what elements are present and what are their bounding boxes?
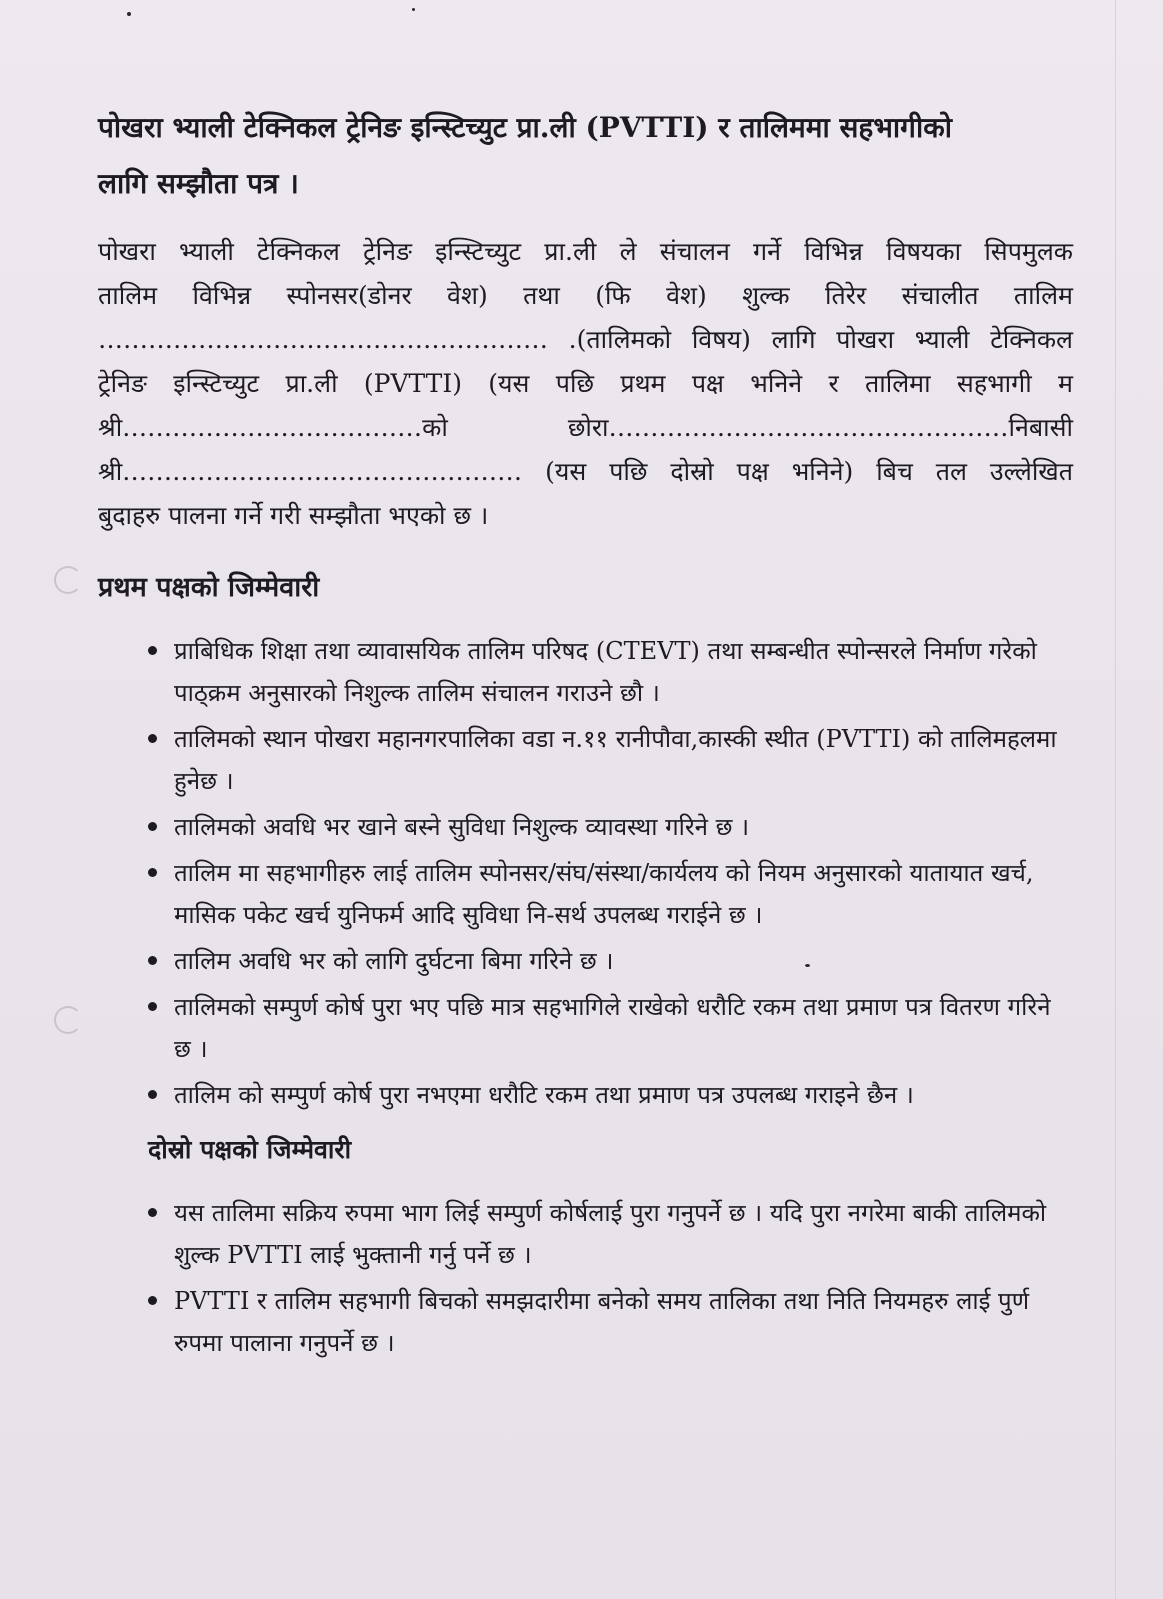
paper-speck <box>127 12 131 16</box>
list-item: PVTTI र तालिम सहभागी बिचको समझदारीमा बनेको समय तालिका तथा निति नियमहरु लाई पुर्ण रुपमा पालाना गनुपर्ने छ । <box>148 1280 1073 1364</box>
intro-paragraph <box>98 230 1073 538</box>
intro-line: पोखरा भ्याली टेक्निकल ट्रेनिङ इन्स्टिच्युट प्रा.ली ले संचालन गर्ने विभिन्न विषयका सिपमुलक <box>98 237 1073 266</box>
list-item: तालिमको सम्पुर्ण कोर्ष पुरा भए पछि मात्र सहभागिले राखेको धरौटि रकम तथा प्रमाण पत्र वितरण गरिने छ । <box>148 986 1073 1070</box>
intro-line: तालिम विभिन्न स्पोनसर(डोनर वेश) तथा (फि वेश) शुल्क तिरेर संचालीत तालिम <box>98 281 1073 310</box>
intro-line: ट्रेनिङ इन्स्टिच्युट प्रा.ली (PVTTI) (यस पछि प्रथम पक्ष भनिने र तालिमा सहभागी म <box>98 369 1073 398</box>
paper-speck <box>412 8 415 11</box>
intro-line: श्री………………………………………… (यस पछि दोस्रो पक्ष भनिने) बिच तल उल्लेखित <box>98 457 1073 486</box>
first-party-list <box>98 630 1073 1116</box>
list-item: प्राबिधिक शिक्षा तथा व्यावासयिक तालिम परिषद (CTEVT) तथा सम्बन्धीत स्पोन्सरले निर्माण गरेको पाठ्क्रम अनुसारको निशुल्क तालिम संचालन गराउने छौ । <box>148 630 1073 714</box>
second-party-heading: दोस्रो पक्षको जिम्मेवारी <box>148 1135 352 1164</box>
first-party-heading: प्रथम पक्षको जिम्मेवारी <box>98 572 320 603</box>
title-line-1: पोखरा भ्याली टेक्निकल ट्रेनिङ इन्स्टिच्युट प्रा.ली (PVTTI) र तालिममा सहभागीको <box>98 111 952 144</box>
list-item: यस तालिमा सक्रिय रुपमा भाग लिई सम्पुर्ण कोर्षलाई पुरा गनुपर्ने छ । यदि पुरा नगरेमा बाकी तालिमको शुल्क PVTTI लाई भुक्तानी गर्नु पर्ने छ । <box>148 1192 1073 1276</box>
list-item: तालिम को सम्पुर्ण कोर्ष पुरा नभएमा धरौटि रकम तथा प्रमाण पत्र उपलब्ध गराइने छैन । <box>148 1074 1073 1116</box>
punch-hole-icon <box>54 1006 82 1034</box>
paper-fold-line <box>1115 0 1117 1599</box>
list-item: तालिमको अवधि भर खाने बस्ने सुविधा निशुल्क व्यावस्था गरिने छ । <box>148 806 1073 848</box>
intro-line: बुदाहरु पालना गर्ने गरी सम्झौता भएको छ । <box>98 501 489 530</box>
title-line-2: लागि सम्झौता पत्र । <box>98 167 299 200</box>
intro-line: ……………………………………………… .(तालिमको विषय) लागि पोखरा भ्याली टेक्निकल <box>98 325 1073 354</box>
agreement-document <box>98 100 1073 1368</box>
punch-hole-icon <box>54 566 82 594</box>
document-title <box>98 100 1073 212</box>
list-item: तालिम अवधि भर को लागि दुर्घटना बिमा गरिने छ । <box>148 940 1073 982</box>
second-party-list <box>98 1192 1073 1364</box>
list-item: तालिमको स्थान पोखरा महानगरपालिका वडा न.११ रानीपौवा,कास्की स्थीत (PVTTI) को तालिमहलमा हुनेछ । <box>148 718 1073 802</box>
intro-line: श्री………………………………को छोरा…………………………………………निबासी <box>98 413 1073 442</box>
list-item: तालिम मा सहभागीहरु लाई तालिम स्पोनसर/संघ/संस्था/कार्यलय को नियम अनुसारको यातायात खर्च, मासिक पकेट खर्च युनिफर्म आदि सुविधा नि-सर्थ उपलब्ध गराईने छ । <box>148 852 1073 936</box>
